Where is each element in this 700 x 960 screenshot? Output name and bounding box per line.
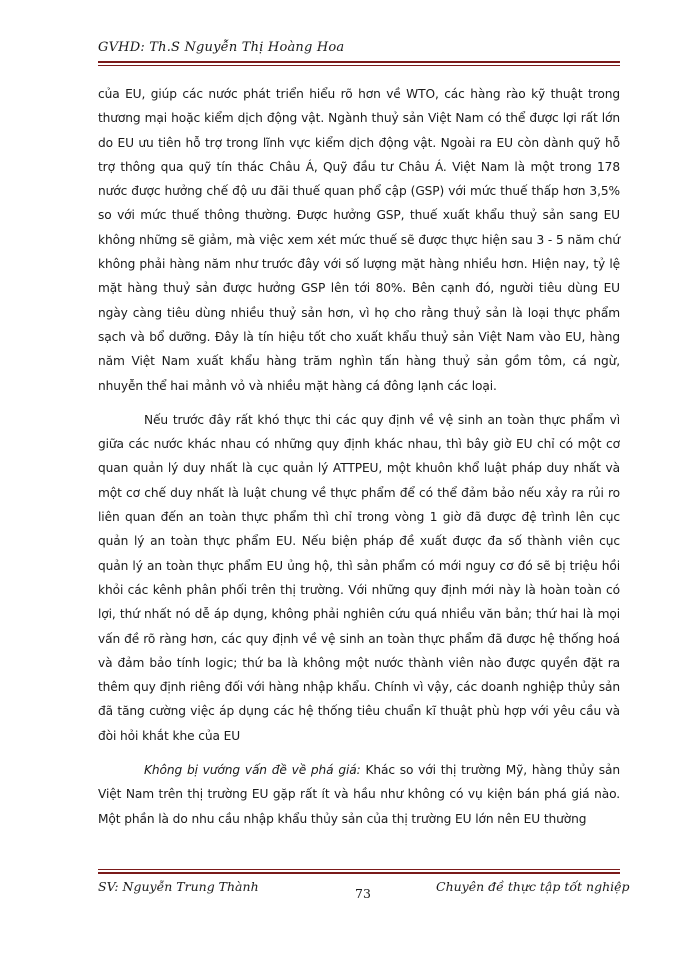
- paragraph-anti-dumping: [98, 758, 620, 831]
- footer-student: SV: Nguyễn Trung Thành: [98, 879, 259, 894]
- footer-rule-thin: [98, 869, 620, 870]
- paragraph-anti-dumping-text: Khác so với thị trường Mỹ, hàng thủy sản Việt Nam trên thị trường EU gặp rất ít và hầu như không có vụ kiện bán phá giá nào. Một phần là do nhu cầu nhập khẩu thủy sản của thị trường EU lớn nên EU thường: [98, 763, 621, 826]
- footer-document-type: Chuyên đề thực tập tốt nghiệp: [436, 879, 630, 894]
- page-header-advisor: GVHD: Th.S Nguyễn Thị Hoàng Hoa: [98, 40, 345, 55]
- paragraph-continuation: của EU, giúp các nước phát triển hiểu rõ hơn về WTO, các hàng rào kỹ thuật trong thương mại hoặc kiểm dịch động vật. Ngành thuỷ sản Việt Nam có thể được lợi rất lớn do EU ưu tiên hỗ trợ trong lĩnh vực kiểm dịch động vật. Ngoài ra EU còn dành quỹ hỗ trợ thông qua quỹ tín thác Châu Á, Quỹ đầu tư Châu Á. Việt Nam là một trong 178 nước được hưởng chế độ ưu đãi thuế quan phổ cập (GSP) với mức thuế thấp hơn 3,5% so với mức thuế thông thường. Được hưởng GSP, thuế xuất khẩu thuỷ sản sang EU không những sẽ giảm, mà việc xem xét mức thuế sẽ được thực hiện sau 3 - 5 năm chứ không phải hàng năm như trước đây với số lượng mặt hàng nhiều hơn. Hiện nay, tỷ lệ mặt hàng thuỷ sản được hưởng GSP lên tới 80%. Bên cạnh đó, người tiêu dùng EU ngày càng tiêu dùng nhiều thuỷ sản hơn, vì họ cho rằng thuỷ sản là loại thực phẩm sạch và bổ dưỡng. Đây là tín hiệu tốt cho xuất khẩu thuỷ sản Việt Nam vào EU, hàng năm Việt Nam xuất khẩu hàng trăm nghìn tấn hàng thuỷ sản gồm tôm, cá ngừ, nhuyễn thể hai mảnh vỏ và nhiều mặt hàng cá đông lạnh các loại.: [98, 87, 620, 393]
- page-body: [98, 82, 620, 831]
- footer-rule: [98, 872, 620, 874]
- header-rule-thin: [98, 65, 620, 66]
- paragraph-food-safety: Nếu trước đây rất khó thực thi các quy định về vệ sinh an toàn thực phẩm vì giữa các nước khác nhau có những quy định khác nhau, thì bây giờ EU chỉ có một cơ quan quản lý duy nhất là cục quản lý ATTPEU, một khuôn khổ luật pháp duy nhất và một cơ chế duy nhất là luật chung về thực phẩm để có thể đảm bảo nếu xảy ra rủi ro liên quan đến an toàn thực phẩm thì chỉ trong vòng 1 giờ đã được đệ trình lên cục quản lý an toàn thực phẩm EU. Nếu biện pháp đề xuất được đa số thành viên cục quản lý an toàn thực phẩm EU ủng hộ, thì sản phẩm có mới nguy cơ đó sẽ bị triệu hồi khỏi các kênh phân phối trên thị trường. Với những quy định mới này là hoàn toàn có lợi, thứ nhất nó dễ áp dụng, không phải nghiên cứu quá nhiều văn bản; thứ hai là mọi vấn đề rõ ràng hơn, các quy định về vệ sinh an toàn thực phẩm đã được hệ thống hoá và đảm bảo tính logic; thứ ba là không một nước thành viên nào được quyền đặt ra thêm quy định riêng đối với hàng nhập khẩu. Chính vì vậy, các doanh nghiệp thủy sản đã tăng cường việc áp dụng các hệ thống tiêu chuẩn kĩ thuật phù hợp với yêu cầu và đòi hỏi khắt khe của EU: [98, 412, 620, 743]
- page-number: 73: [355, 886, 371, 901]
- paragraph-lead-italic: Không bị vướng vấn đề về phá giá:: [144, 763, 361, 778]
- header-rule: [98, 61, 620, 63]
